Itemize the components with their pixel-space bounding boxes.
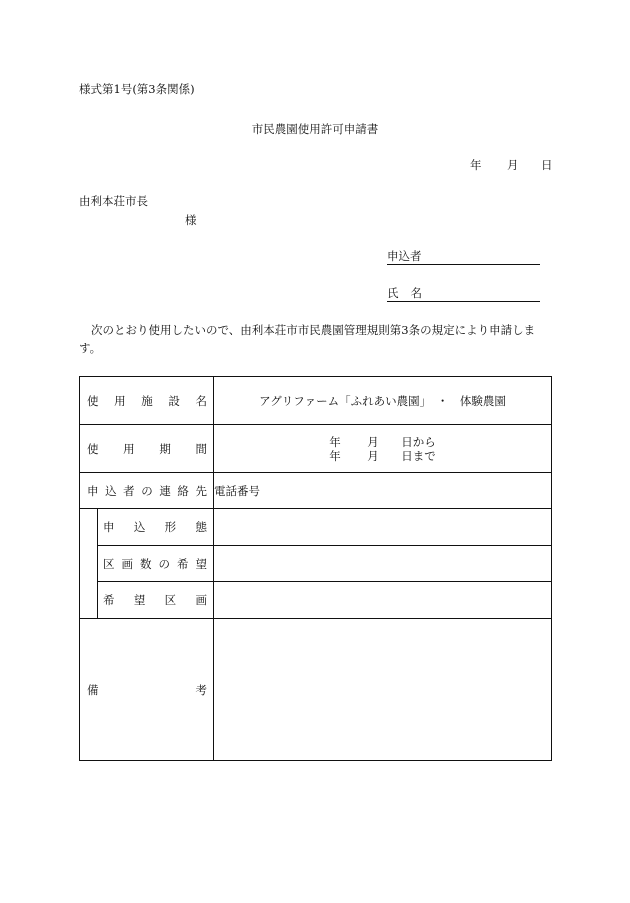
period-from: 年 月 日から	[329, 434, 436, 449]
period-to: 年 月 日まで	[329, 448, 436, 463]
plot-count-label-cell: 区 画 数 の 希 望	[98, 546, 214, 582]
name-label-1: 氏	[387, 286, 399, 300]
addressee-mayor: 由利本荘市長	[79, 194, 148, 208]
row-remarks	[80, 619, 552, 761]
date-year: 年	[470, 158, 482, 172]
body-text-line2: す。	[79, 341, 102, 355]
row-period	[80, 425, 552, 473]
sub-rows-spacer	[80, 509, 98, 619]
date-month: 月	[507, 158, 519, 172]
facility-label-cell: 使 用 施 設 名	[80, 377, 214, 425]
period-value-cell[interactable]	[214, 425, 552, 473]
name-label-2: 名	[410, 286, 422, 300]
applicant-line[interactable]	[387, 249, 540, 265]
facility-value[interactable]: アグリファーム「ふれあい農園」 ・ 体験農園	[214, 377, 552, 425]
desired-plot-label-cell: 希 望 区 画	[98, 582, 214, 619]
row-plot-count	[80, 546, 552, 582]
remarks-label-cell: 備 考	[80, 619, 214, 761]
application-table	[79, 376, 552, 761]
document-title: 市民農園使用許可申請書	[251, 122, 379, 136]
date-day: 日	[541, 158, 553, 172]
plot-count-value[interactable]	[214, 546, 552, 582]
desired-plot-value[interactable]	[214, 582, 552, 619]
contact-value[interactable]: 電話番号	[214, 473, 552, 509]
row-desired-plot	[80, 582, 552, 619]
contact-label-cell: 申 込 者 の 連 絡 先	[80, 473, 214, 509]
form-number: 様式第1号(第3条関係)	[79, 82, 195, 96]
body-text-line1: 次のとおり使用したいので、由利本荘市市民農園管理規則第3条の規定により申請しま	[91, 323, 536, 337]
period-label-cell: 使 用 期 間	[80, 425, 214, 473]
application-type-value[interactable]	[214, 509, 552, 546]
row-application-type	[80, 509, 552, 546]
applicant-label: 申込者	[387, 249, 422, 263]
application-type-label-cell: 申 込 形 態	[98, 509, 214, 546]
row-facility	[80, 377, 552, 425]
applicant-name-line[interactable]	[387, 286, 540, 302]
row-contact	[80, 473, 552, 509]
remarks-value[interactable]	[214, 619, 552, 761]
addressee-honorific: 様	[185, 213, 197, 227]
